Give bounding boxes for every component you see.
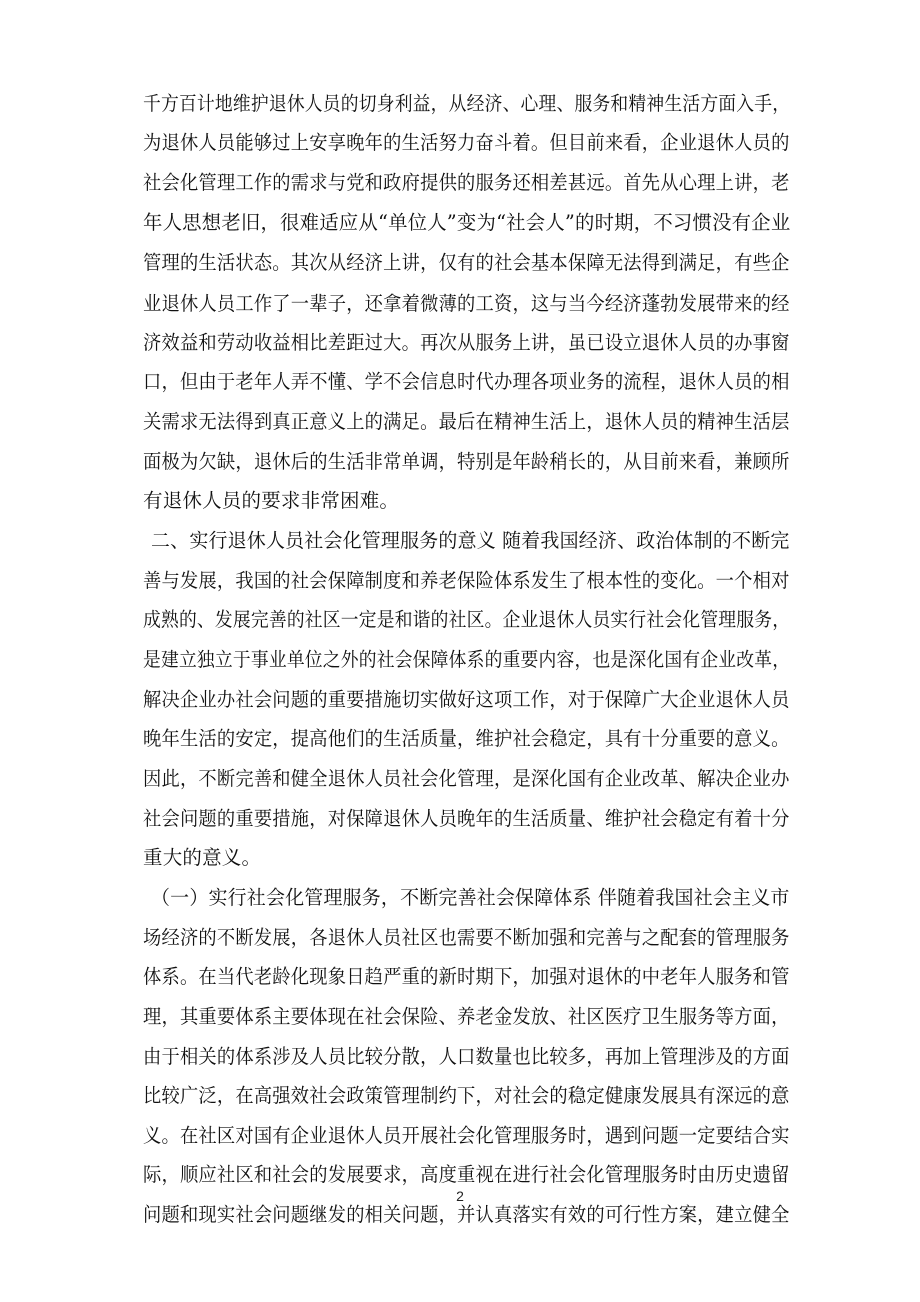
text-line: 社会问题的重要措施，对保障退休人员晚年的生活质量、维护社会稳定有着十分: [143, 807, 790, 830]
text-line: 是建立独立于事业单位之外的社会保障体系的重要内容，也是深化国有企业改革，: [143, 648, 791, 671]
text-line: 二、实行退休人员社会化管理服务的意义 随着我国经济、政治体制的不断完: [151, 529, 790, 552]
text-line: 理，其重要体系主要体现在社会保险、养老金发放、社区医疗卫生服务等方面，: [143, 1005, 790, 1028]
text-line: 晚年生活的安定，提高他们的生活质量，维护社会稳定，具有十分重要的意义。: [143, 727, 790, 750]
text-line: 义。在社区对国有企业退休人员开展社会化管理服务时，遇到问题一定要结合实: [143, 1124, 790, 1147]
text-line: 体系。在当代老龄化现象日趋严重的新时期下，加强对退休的中老年人服务和管: [143, 965, 790, 988]
text-line: 因此，不断完善和健全退休人员社会化管理，是深化国有企业改革、解决企业办: [143, 767, 790, 790]
text-line: 口，但由于老年人弄不懂、学不会信息时代办理各项业务的流程，退休人员的相: [143, 370, 790, 393]
text-line: 问题和现实社会问题继发的相关问题，并认真落实有效的可行性方案，建立健全: [143, 1203, 790, 1226]
text-line: 千方百计地维护退休人员的切身利益，从经济、心理、服务和精神生活方面入手，: [143, 92, 791, 115]
text-line: 场经济的不断发展，各退休人员社区也需要不断加强和完善与之配套的管理服务: [143, 926, 790, 949]
text-line: （一）实行社会化管理服务，不断完善社会保障体系 伴随着我国社会主义市: [151, 886, 790, 909]
text-line: 际，顺应社区和社会的发展要求，高度重视在进行社会化管理服务时由历史遗留: [143, 1163, 790, 1186]
text-line: 为退休人员能够过上安享晚年的生活努力奋斗着。但目前来看，企业退休人员的: [143, 131, 790, 154]
text-line: 业退休人员工作了一辈子，还拿着微薄的工资，这与当今经济蓬勃发展带来的经: [143, 292, 790, 315]
page-number: 2: [456, 1188, 464, 1204]
text-line: 济效益和劳动收益相比差距过大。再次从服务上讲，虽已设立退休人员的办事窗: [143, 331, 790, 354]
text-line: 管理的生活状态。其次从经济上讲，仅有的社会基本保障无法得到满足，有些企: [143, 251, 790, 274]
text-line: 善与发展，我国的社会保障制度和养老保险体系发生了根本性的变化。一个相对: [143, 569, 790, 592]
text-line: 关需求无法得到真正意义上的满足。最后在精神生活上，退休人员的精神生活层: [143, 410, 790, 433]
text-line: 有退休人员的要求非常困难。: [143, 489, 400, 512]
text-line: 年人思想老旧，很难适应从“单位人”变为“社会人”的时期，不习惯没有企业: [143, 211, 791, 234]
text-line: 社会化管理工作的需求与党和政府提供的服务还相差甚远。首先从心理上讲，老: [143, 171, 790, 194]
text-line: 解决企业办社会问题的重要措施切实做好这项工作，对于保障广大企业退休人员: [143, 688, 790, 711]
text-line: 重大的意义。: [143, 846, 262, 869]
text-line: 成熟的、发展完善的社区一定是和谐的社区。企业退休人员实行社会化管理服务，: [143, 608, 791, 631]
text-line: 比较广泛，在高强效社会政策管理制约下，对社会的稳定健康发展具有深远的意: [143, 1084, 790, 1107]
text-line: 由于相关的体系涉及人员比较分散，人口数量也比较多，再加上管理涉及的方面: [143, 1045, 790, 1068]
text-line: 面极为欠缺，退休后的生活非常单调，特别是年龄稍长的，从目前来看，兼顾所: [143, 450, 790, 473]
